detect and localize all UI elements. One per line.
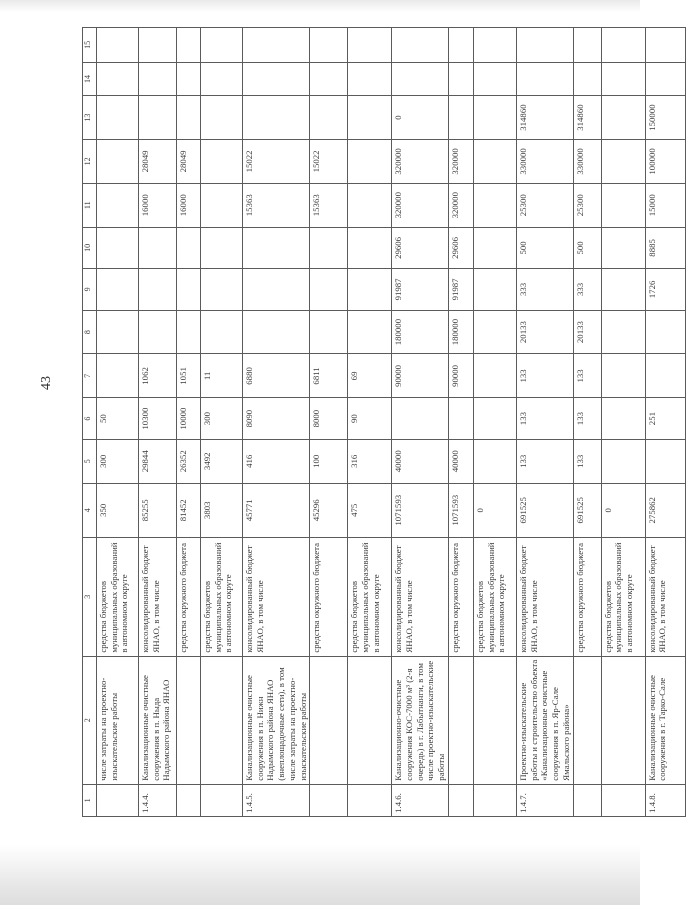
budget-table <box>82 27 686 817</box>
value-cell <box>516 62 573 95</box>
value-cell: 320000 <box>392 183 449 227</box>
value-cell: 133 <box>573 398 601 440</box>
value-cell <box>516 28 573 63</box>
value-cell: 180000 <box>448 310 473 354</box>
value-cell: 50 <box>97 398 139 440</box>
value-cell: 40000 <box>448 439 473 483</box>
value-cell <box>97 227 139 269</box>
value-cell <box>310 269 348 311</box>
item-code-cell <box>97 784 139 816</box>
value-cell <box>139 62 177 95</box>
value-cell <box>601 183 645 227</box>
value-cell: 28049 <box>177 139 201 183</box>
value-cell <box>601 28 645 63</box>
item-code-cell <box>448 784 473 816</box>
value-cell: 333 <box>516 269 573 311</box>
funding-source-cell: средства бюджетов муниципальных образований в автономном округе <box>473 537 516 656</box>
value-cell: 11 <box>201 354 243 398</box>
value-cell <box>601 139 645 183</box>
value-cell: 0 <box>392 96 449 140</box>
value-cell <box>473 62 516 95</box>
value-cell: 20133 <box>573 310 601 354</box>
header-cell: 8 <box>83 310 97 354</box>
value-cell <box>97 269 139 311</box>
value-cell: 3492 <box>201 439 243 483</box>
value-cell: 320000 <box>448 183 473 227</box>
item-name-cell <box>348 656 392 784</box>
value-cell: 314860 <box>573 96 601 140</box>
table-row <box>139 28 177 817</box>
table-row <box>97 28 139 817</box>
value-cell: 90 <box>348 398 392 440</box>
value-cell: 28049 <box>139 139 177 183</box>
funding-source-cell: консолидированный бюджет ЯНАО, в том числе <box>139 537 177 656</box>
value-cell: 10000 <box>177 398 201 440</box>
value-cell: 133 <box>516 398 573 440</box>
header-cell: 1 <box>83 784 97 816</box>
value-cell: 100000 <box>645 139 685 183</box>
value-cell: 275862 <box>645 483 685 537</box>
item-code-cell: 1.4.7. <box>516 784 573 816</box>
funding-source-cell: средства окружного бюджета <box>310 537 348 656</box>
value-cell <box>473 28 516 63</box>
value-cell <box>348 96 392 140</box>
header-cell: 15 <box>83 28 97 63</box>
header-cell: 9 <box>83 269 97 311</box>
item-code-cell <box>601 784 645 816</box>
value-cell <box>448 62 473 95</box>
funding-source-cell: средства бюджетов муниципальных образований в автономном округе <box>601 537 645 656</box>
item-code-cell: 1.4.5. <box>243 784 310 816</box>
value-cell: 1071593 <box>392 483 449 537</box>
value-cell <box>348 139 392 183</box>
table-row <box>177 28 201 817</box>
value-cell: 29844 <box>139 439 177 483</box>
value-cell <box>97 139 139 183</box>
funding-source-cell: средства бюджетов муниципальных образований в автономном округе <box>201 537 243 656</box>
value-cell: 316 <box>348 439 392 483</box>
value-cell <box>177 310 201 354</box>
funding-source-cell: средства окружного бюджета <box>573 537 601 656</box>
value-cell <box>201 183 243 227</box>
value-cell <box>310 28 348 63</box>
item-name-cell <box>601 656 645 784</box>
value-cell <box>645 28 685 63</box>
item-name-cell <box>201 656 243 784</box>
value-cell: 15363 <box>243 183 310 227</box>
value-cell: 500 <box>573 227 601 269</box>
funding-source-cell: средства бюджетов муниципальных образований в автономном округе <box>348 537 392 656</box>
item-name-cell <box>177 656 201 784</box>
value-cell <box>201 227 243 269</box>
table-row <box>516 28 573 817</box>
value-cell <box>243 96 310 140</box>
item-name-cell <box>573 656 601 784</box>
value-cell <box>348 28 392 63</box>
header-cell: 12 <box>83 139 97 183</box>
value-cell: 1051 <box>177 354 201 398</box>
value-cell: 133 <box>573 354 601 398</box>
header-cell: 14 <box>83 62 97 95</box>
value-cell <box>448 96 473 140</box>
value-cell <box>243 28 310 63</box>
item-name-cell <box>310 656 348 784</box>
value-cell: 350 <box>97 483 139 537</box>
scan-edge-bottom <box>0 845 640 905</box>
value-cell <box>448 28 473 63</box>
value-cell <box>177 62 201 95</box>
value-cell <box>201 139 243 183</box>
value-cell <box>243 62 310 95</box>
value-cell: 20133 <box>516 310 573 354</box>
value-cell <box>243 310 310 354</box>
value-cell: 25300 <box>573 183 601 227</box>
value-cell: 91987 <box>448 269 473 311</box>
value-cell: 133 <box>516 354 573 398</box>
value-cell: 15363 <box>310 183 348 227</box>
value-cell <box>601 269 645 311</box>
value-cell <box>139 269 177 311</box>
value-cell: 133 <box>516 439 573 483</box>
value-cell: 8885 <box>645 227 685 269</box>
value-cell: 16000 <box>139 183 177 227</box>
value-cell <box>348 310 392 354</box>
item-code-cell <box>201 784 243 816</box>
value-cell <box>473 96 516 140</box>
value-cell: 1062 <box>139 354 177 398</box>
value-cell <box>573 28 601 63</box>
header-cell: 13 <box>83 96 97 140</box>
header-cell: 11 <box>83 183 97 227</box>
value-cell: 6880 <box>243 354 310 398</box>
value-cell <box>310 310 348 354</box>
funding-source-cell: консолидированный бюджет ЯНАО, в том числе <box>516 537 573 656</box>
value-cell <box>645 439 685 483</box>
scan-edge-top <box>0 0 640 12</box>
value-cell <box>392 28 449 63</box>
value-cell: 85255 <box>139 483 177 537</box>
rotated-budget-table <box>82 27 668 817</box>
value-cell: 314860 <box>516 96 573 140</box>
value-cell: 10300 <box>139 398 177 440</box>
funding-source-cell: консолидированный бюджет ЯНАО, в том числе <box>243 537 310 656</box>
value-cell <box>392 398 449 440</box>
value-cell: 15000 <box>645 183 685 227</box>
table-row <box>310 28 348 817</box>
item-name-cell: Канализационно-очистные сооружения КОС-7000 м³ (2-я очередь) в г. Лабытнанги, в том числе проектно-изыскательские работы <box>392 656 449 784</box>
funding-source-cell: консолидированный бюджет ЯНАО, в том числе <box>645 537 685 656</box>
item-code-cell: 1.4.6. <box>392 784 449 816</box>
value-cell <box>645 62 685 95</box>
value-cell <box>645 354 685 398</box>
value-cell <box>448 398 473 440</box>
value-cell: 691525 <box>516 483 573 537</box>
value-cell <box>201 28 243 63</box>
value-cell: 691525 <box>573 483 601 537</box>
item-code-cell <box>573 784 601 816</box>
table-body <box>97 28 686 817</box>
value-cell <box>601 310 645 354</box>
item-code-cell <box>473 784 516 816</box>
value-cell <box>97 183 139 227</box>
header-cell: 5 <box>83 439 97 483</box>
value-cell: 91987 <box>392 269 449 311</box>
value-cell <box>601 439 645 483</box>
value-cell <box>310 96 348 140</box>
value-cell <box>97 310 139 354</box>
value-cell: 1726 <box>645 269 685 311</box>
value-cell <box>473 398 516 440</box>
value-cell <box>97 62 139 95</box>
value-cell: 3803 <box>201 483 243 537</box>
value-cell: 8090 <box>243 398 310 440</box>
item-name-cell: Канализационные очистные сооружения в п. Нижн Надымского района ЯНАО (внеплощадочные сети), в том числе затраты на проектно-изыскательские работы <box>243 656 310 784</box>
funding-source-cell: средства бюджетов муниципальных образований в автономном округе <box>97 537 139 656</box>
item-code-cell: 1.4.4. <box>139 784 177 816</box>
value-cell <box>473 354 516 398</box>
value-cell: 300 <box>97 439 139 483</box>
value-cell <box>139 96 177 140</box>
value-cell <box>139 28 177 63</box>
header-row <box>83 28 97 817</box>
header-cell: 2 <box>83 656 97 784</box>
table-row <box>473 28 516 817</box>
value-cell <box>97 28 139 63</box>
value-cell <box>473 139 516 183</box>
value-cell: 81452 <box>177 483 201 537</box>
value-cell <box>348 227 392 269</box>
value-cell: 150000 <box>645 96 685 140</box>
value-cell <box>310 62 348 95</box>
item-name-cell: Проектно-изыскательские работы и строительство объекта «Канализационные очистные сооружения в п. Яр-Сале Ямальского района» <box>516 656 573 784</box>
item-name-cell: Канализационные очистные сооружения в г. Тарко-Сале <box>645 656 685 784</box>
table-row <box>573 28 601 817</box>
funding-source-cell: средства окружного бюджета <box>448 537 473 656</box>
value-cell <box>243 227 310 269</box>
header-cell: 3 <box>83 537 97 656</box>
value-cell <box>601 354 645 398</box>
table-row <box>201 28 243 817</box>
value-cell: 475 <box>348 483 392 537</box>
value-cell: 69 <box>348 354 392 398</box>
value-cell <box>348 62 392 95</box>
value-cell: 251 <box>645 398 685 440</box>
value-cell: 333 <box>573 269 601 311</box>
value-cell: 90000 <box>392 354 449 398</box>
value-cell <box>348 269 392 311</box>
item-name-cell: числе затраты на проектно-изыскательские работы <box>97 656 139 784</box>
item-code-cell <box>348 784 392 816</box>
value-cell <box>201 310 243 354</box>
funding-source-cell: консолидированный бюджет ЯНАО, в том числе <box>392 537 449 656</box>
value-cell <box>97 96 139 140</box>
value-cell: 29606 <box>392 227 449 269</box>
item-code-cell <box>310 784 348 816</box>
value-cell: 300 <box>201 398 243 440</box>
value-cell: 45296 <box>310 483 348 537</box>
table-row <box>243 28 310 817</box>
value-cell: 6811 <box>310 354 348 398</box>
value-cell: 26352 <box>177 439 201 483</box>
item-code-cell <box>177 784 201 816</box>
value-cell: 15022 <box>310 139 348 183</box>
value-cell <box>310 227 348 269</box>
value-cell <box>97 354 139 398</box>
value-cell <box>201 96 243 140</box>
value-cell <box>473 269 516 311</box>
value-cell: 16000 <box>177 183 201 227</box>
value-cell <box>177 227 201 269</box>
value-cell: 500 <box>516 227 573 269</box>
value-cell: 45771 <box>243 483 310 537</box>
value-cell: 330000 <box>573 139 601 183</box>
value-cell <box>243 269 310 311</box>
item-name-cell <box>473 656 516 784</box>
header-cell: 7 <box>83 354 97 398</box>
value-cell: 180000 <box>392 310 449 354</box>
value-cell <box>177 269 201 311</box>
value-cell: 8000 <box>310 398 348 440</box>
value-cell <box>201 269 243 311</box>
value-cell: 330000 <box>516 139 573 183</box>
value-cell: 15022 <box>243 139 310 183</box>
item-code-cell: 1.4.8. <box>645 784 685 816</box>
value-cell <box>473 439 516 483</box>
value-cell <box>139 227 177 269</box>
value-cell <box>473 227 516 269</box>
value-cell <box>392 62 449 95</box>
value-cell <box>601 227 645 269</box>
value-cell <box>601 398 645 440</box>
page-number: 43 <box>39 376 54 390</box>
value-cell: 416 <box>243 439 310 483</box>
value-cell <box>348 183 392 227</box>
value-cell: 1071593 <box>448 483 473 537</box>
item-name-cell <box>448 656 473 784</box>
value-cell: 25300 <box>516 183 573 227</box>
value-cell: 0 <box>601 483 645 537</box>
value-cell <box>177 28 201 63</box>
header-cell: 4 <box>83 483 97 537</box>
funding-source-cell: средства окружного бюджета <box>177 537 201 656</box>
value-cell <box>601 62 645 95</box>
header-cell: 6 <box>83 398 97 440</box>
value-cell <box>473 183 516 227</box>
table-row <box>601 28 645 817</box>
table-row <box>645 28 685 817</box>
table-row <box>448 28 473 817</box>
value-cell <box>177 96 201 140</box>
value-cell <box>573 62 601 95</box>
value-cell <box>645 310 685 354</box>
value-cell: 90000 <box>448 354 473 398</box>
value-cell: 0 <box>473 483 516 537</box>
value-cell: 40000 <box>392 439 449 483</box>
value-cell <box>601 96 645 140</box>
value-cell: 320000 <box>448 139 473 183</box>
value-cell: 100 <box>310 439 348 483</box>
table-row <box>348 28 392 817</box>
table-row <box>392 28 449 817</box>
item-name-cell: Канализационные очистные сооружения в п. Ныда Надымского района ЯНАО <box>139 656 177 784</box>
value-cell: 29606 <box>448 227 473 269</box>
value-cell: 320000 <box>392 139 449 183</box>
value-cell <box>473 310 516 354</box>
header-cell: 10 <box>83 227 97 269</box>
value-cell: 133 <box>573 439 601 483</box>
value-cell <box>139 310 177 354</box>
value-cell <box>201 62 243 95</box>
